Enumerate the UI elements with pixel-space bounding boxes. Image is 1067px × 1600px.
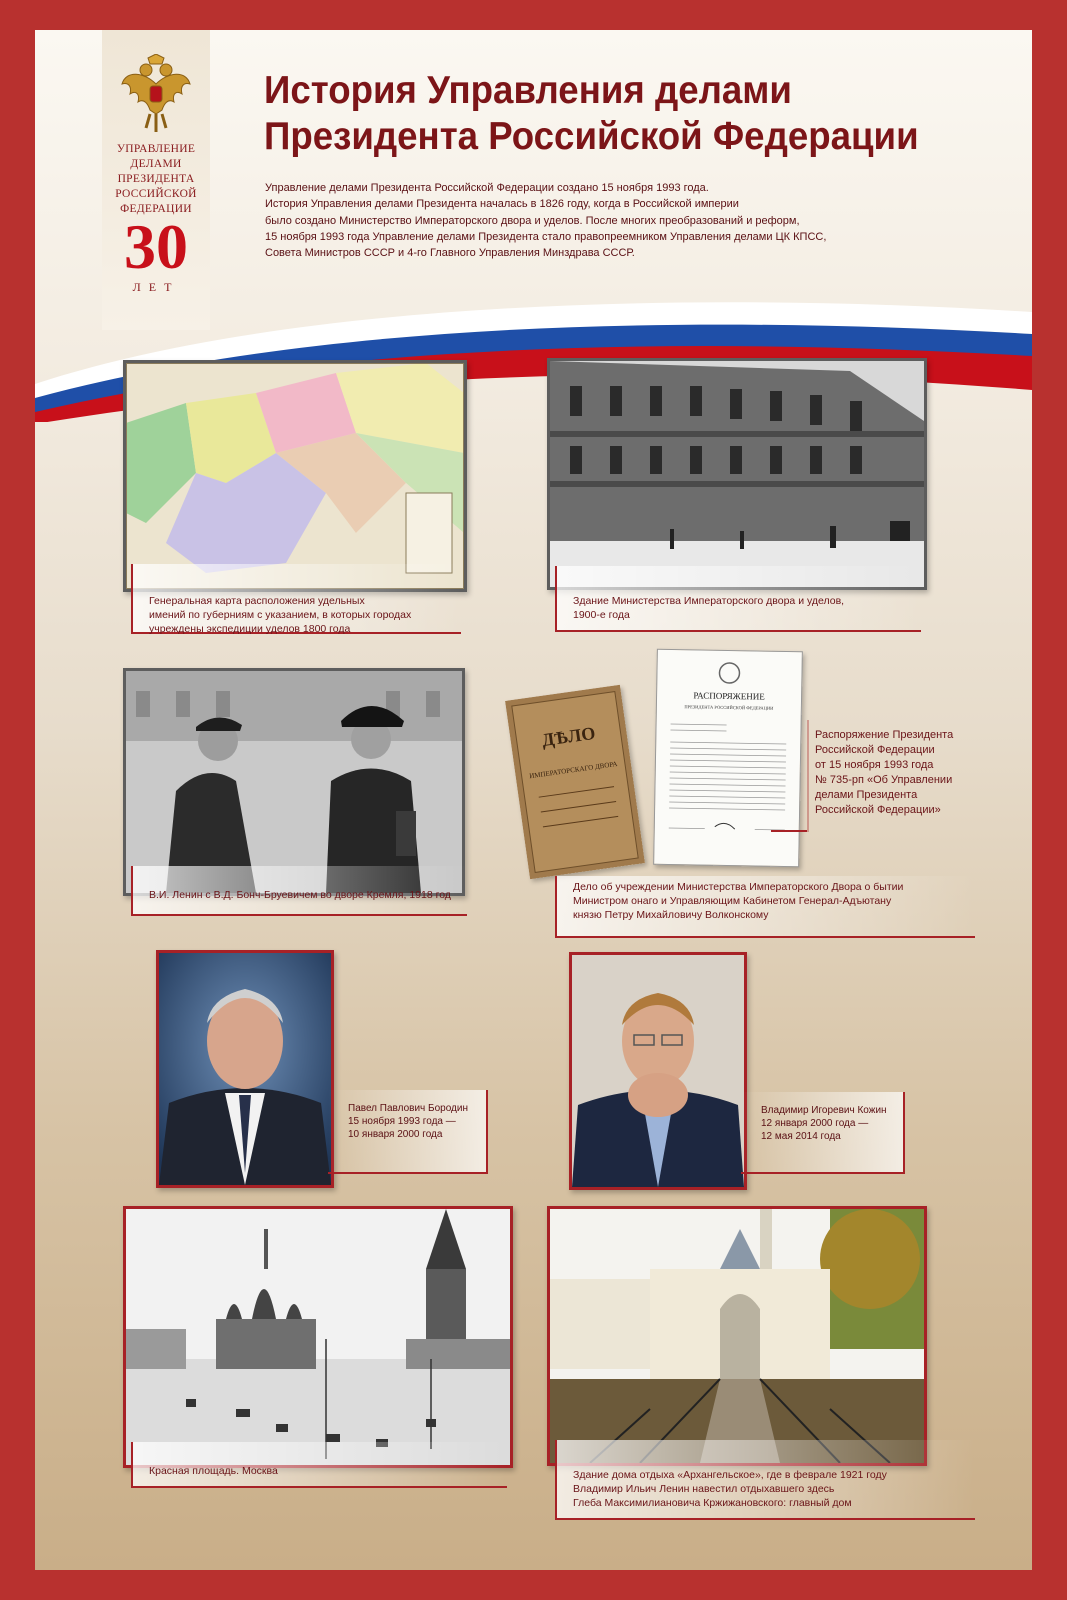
lenin-bonch-bruevich-photo — [123, 668, 465, 896]
delo-document-image — [505, 685, 645, 879]
intro-line: было создано Министерство Императорского двора и уделов. После многих преобразований и реформ, — [265, 214, 800, 227]
intro-line: 15 ноября 1993 года Управление делами Президента стало правопреемником Управления делами ЦК КПСС, — [265, 230, 827, 243]
emblem-text — [102, 142, 210, 217]
caption-line: Владимир Ильич Ленин навестил отдыхавшего здесь — [573, 1483, 835, 1495]
caption-line: В.И. Ленин с В.Д. Бонч-Бруевичем во дворе Кремля, 1918 год — [149, 889, 451, 901]
caption-line: делами Президента — [815, 789, 918, 801]
caption-lenin — [131, 866, 467, 916]
order-caption-leader — [771, 830, 807, 832]
presidential-order-document — [653, 649, 803, 868]
order-caption-box-line — [807, 720, 809, 832]
caption-ministry-building — [555, 566, 921, 632]
caption-line: Министром онаго и Управляющим Кабинетом Генерал-Адъютану — [573, 895, 892, 907]
caption-line: князю Петру Михайловичу Волконскому — [573, 909, 769, 921]
caption-line: Красная площадь. Москва — [149, 1465, 278, 1477]
caption-line: 12 января 2000 года — — [761, 1118, 869, 1129]
caption-line: Глеба Максимилиановича Кржижановского: главный дом — [573, 1497, 852, 1509]
caption-line: от 15 ноября 1993 года — [815, 759, 934, 771]
caption-kozhin — [741, 1092, 905, 1174]
title-line: История Управления делами — [264, 69, 792, 112]
title-line: Президента Российской Федерации — [264, 115, 919, 158]
caption-line: Дело об учреждении Министерства Императорского Двора о бытии — [573, 881, 904, 893]
poster — [35, 30, 1032, 1570]
page-title — [264, 68, 960, 160]
intro-text — [265, 180, 955, 261]
caption-line: Здание дома отдыха «Архангельское», где в феврале 1921 году — [573, 1469, 887, 1481]
caption-line: Владимир Игоревич Кожин — [761, 1105, 887, 1116]
caption-delo — [555, 876, 975, 938]
kozhin-portrait — [569, 952, 747, 1190]
caption-line: Генеральная карта расположения удельных — [149, 595, 365, 607]
caption-line: 10 января 2000 года — [348, 1129, 443, 1140]
caption-line: Павел Павлович Бородин — [348, 1103, 468, 1114]
caption-line: Российской Федерации» — [815, 804, 941, 816]
delo-title: ДѢЛО — [540, 722, 597, 751]
anniversary-number: 30 — [124, 211, 188, 282]
caption-arkhangelskoe — [555, 1440, 975, 1520]
order-subheading: ПРЕЗИДЕНТА РОССИЙСКОЙ ФЕДЕРАЦИИ — [684, 704, 774, 711]
red-square-photo — [123, 1206, 513, 1468]
caption-order — [815, 728, 953, 818]
borodin-portrait — [156, 950, 334, 1188]
caption-line: 1900-е года — [573, 609, 630, 621]
emblem-line: ПРЕЗИДЕНТА — [117, 173, 195, 185]
double-headed-eagle-icon — [120, 54, 192, 134]
caption-borodin — [328, 1090, 488, 1174]
caption-line: имений по губерниям с указанием, в которых городах — [149, 609, 412, 621]
caption-line: № 735-рп «Об Управлении — [815, 774, 953, 786]
arkhangelskoe-photo — [547, 1206, 927, 1466]
intro-line: Управление делами Президента Российской Федерации создано 15 ноября 1993 года. — [265, 182, 709, 194]
caption-map — [131, 564, 461, 634]
caption-line: Российской Федерации — [815, 744, 935, 756]
ministry-building-photo — [547, 358, 927, 590]
intro-line: История Управления делами Президента началась в 1826 году, когда в Российской империи — [265, 198, 739, 211]
caption-line: 15 ноября 1993 года — — [348, 1116, 456, 1127]
emblem-line: ДЕЛАМИ — [130, 158, 182, 170]
emblem-line: УПРАВЛЕНИЕ — [116, 143, 196, 155]
order-heading: РАСПОРЯЖЕНИЕ — [693, 690, 765, 702]
anniversary-word: ЛЕТ — [132, 280, 180, 294]
delo-subtitle: ИМПЕРАТОРСКАГО ДВОРА — [528, 759, 618, 781]
caption-line: Распоряжение Президента — [815, 729, 954, 741]
caption-line: учреждены экспедиции уделов 1800 года — [149, 623, 351, 635]
emblem-panel — [102, 30, 210, 330]
caption-red-square — [131, 1442, 507, 1488]
emblem-line: ФЕДЕРАЦИИ — [120, 203, 192, 215]
map-image — [123, 360, 467, 592]
intro-line: Совета Министров СССР и 4-го Главного Управления Минздрава СССР. — [265, 247, 635, 260]
caption-line: 12 мая 2014 года — [761, 1131, 841, 1142]
caption-line: Здание Министерства Императорского двора и уделов, — [573, 595, 845, 607]
emblem-line: РОССИЙСКОЙ — [115, 188, 197, 200]
